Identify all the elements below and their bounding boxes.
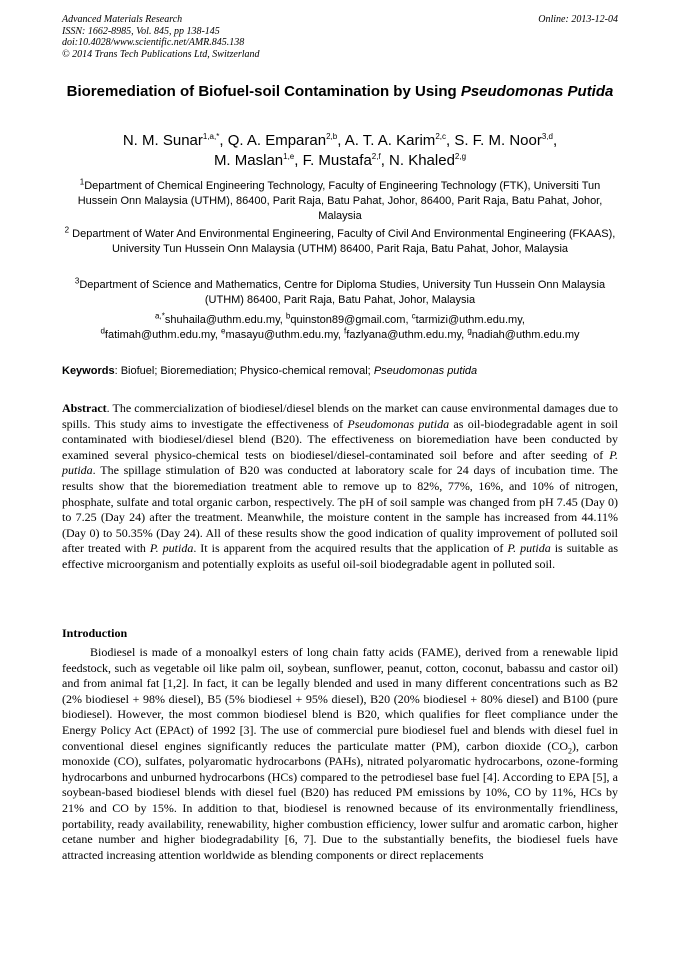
- intro-text: Biodiesel is made of a monoalkyl esters of long chain fatty acids (FAME), derived from a renewable lipid feedstock, such as vegetable oil like palm oil, soybean, sunflower, peanut, cotton, coconut, babassu and castor oil) and from animal fat [1,2]. In fact, it can be legally blended and used in many different concentrations such as B2 (2% biodiesel + 98% diesel), B5 (5% biodiesel + 95% diesel), B20 (20% biodiesel + 80% diesel) and B100 (pure biodiesel). However, the most common biodiesel blend is B20, which qualifies for fleet compliance under the Energy Policy Act (EPAct) of 1992 [3]. The use of commercial pure biodiesel fuel and blends with diesel fuel in conventional diesel engines significantly reduces the particulate matter (PM), carbon dioxide (CO: [62, 645, 618, 753]
- species-name: P. putida: [149, 541, 194, 556]
- title-italic: Pseudomonas Putida: [460, 83, 614, 100]
- email-address: fatimah@uthm.edu.my,: [104, 329, 218, 341]
- author-name: N. M. Sunar: [122, 132, 203, 149]
- email-line-2: [60, 328, 620, 343]
- affiliation-number: 1: [79, 177, 85, 187]
- species-name: P. putida: [507, 541, 551, 556]
- copyright: © 2014 Trans Tech Publications Ltd, Switzerland: [62, 48, 260, 60]
- author-name: M. Maslan: [213, 152, 284, 169]
- author-list: [62, 131, 618, 171]
- email-address: masayu@uthm.edu.my,: [225, 329, 341, 341]
- author-affiliation-mark: 2,g: [454, 152, 467, 161]
- author-affiliation-mark: 2,b: [326, 132, 338, 141]
- affiliation-number: 2: [64, 225, 70, 235]
- journal-name: Advanced Materials Research: [62, 14, 183, 25]
- affiliation-text: Department of Chemical Engineering Technology, Faculty of Engineering Technology (FTK), Universiti Tun Hussein Onn Malaysia (UTHM), 86400, Parit Raja, Batu Pahat, Johor, 86400, Parit Raja, Batu Pahat, Johor, Malaysia: [77, 180, 603, 222]
- affiliation-1: [62, 179, 618, 224]
- abstract-text: . The commercialization of biodiesel/diesel blends on the market can cause environmental damages due to spills. This study aims to investigate the effectiveness of: [62, 401, 618, 431]
- issn: ISSN: 1662-8985, Vol. 845, pp 138-145: [62, 25, 220, 37]
- author-affiliation-mark: 3,d: [541, 132, 553, 141]
- affiliation-3: [62, 278, 618, 308]
- email-address: nadiah@uthm.edu.my: [471, 329, 580, 341]
- author-separator: ,: [294, 152, 303, 169]
- abstract-text: as oil-biodegradable agent in soil contaminated with biodiesel/diesel blend (B20). The effectiveness on bioremediation have been conducted by examined several physico-chemical tests on biodiesel/diesel-contaminated soil before and after seeding of: [62, 416, 618, 462]
- author-emails: [60, 313, 620, 343]
- author-line-2: [62, 151, 618, 171]
- author-name: N. Khaled: [389, 152, 455, 169]
- email-line-1: [60, 313, 620, 328]
- author-name: A. T. A. Karim: [344, 132, 436, 149]
- email-mark: b: [285, 311, 291, 321]
- title-main: Bioremediation of Biofuel-soil Contamination by Using: [66, 83, 461, 100]
- keywords-italic: Pseudomonas putida: [373, 365, 478, 377]
- affiliation-2: [62, 227, 618, 257]
- doi: doi:10.4028/www.scientific.net/AMR.845.138: [62, 37, 245, 48]
- keywords-text: : Biofuel; Bioremediation; Physico-chemical removal;: [114, 365, 374, 377]
- intro-text: ), carbon monoxide (CO), sulfates, polyaromatic hydrocarbons (PAHs), nitrated polyaromatic hydrocarbons, ozone-forming hydrocarbons and unburned hydrocarbons (HCs) compared to the petrodiesel base fuel [4]. According to EPA [5], a soybean-based biodiesel blends with diesel fuel (B20) has reduced PM emissions by 10%, CO by 11%, HCs by 21% and CO by 15%. In addition to that, biodiesel is renowned because of its environmentally friendliness, portability, ready availability, renewability, higher combustion efficiency, lower sulfur and aromatic carbon, higher cetane number and higher biodegradability [6, 7]. Due to the substantially benefits, the biodiesel fuels have attracted increasing attention worldwide as blending components or direct replacements: [62, 738, 618, 862]
- author-separator: ,: [445, 132, 455, 149]
- abstract-label: Abstract: [62, 401, 107, 415]
- author-name: Q. A. Emparan: [227, 132, 327, 149]
- email-mark: c: [411, 311, 416, 321]
- email-address: fazlyana@uthm.edu.my,: [346, 329, 465, 341]
- species-name: P. putida: [62, 447, 618, 478]
- paper-title: [62, 80, 618, 104]
- email-mark: d: [100, 326, 105, 336]
- author-separator: ,: [337, 132, 345, 149]
- author-separator: ,: [380, 152, 390, 169]
- email-mark: a,*: [155, 311, 165, 321]
- author-affiliation-mark: 2,f: [371, 152, 381, 161]
- author-separator: ,: [552, 132, 558, 149]
- author-affiliation-mark: 1,e: [283, 152, 295, 161]
- email-mark: e: [221, 326, 226, 336]
- email-address: quinston89@gmail.com,: [290, 314, 409, 326]
- abstract-text: . The spillage stimulation of B20 was conducted at laboratory scale for 24 days of incubation time. The results show that the bioremediation treatment able to remove up to 82%, 77%, 16%, and 10% of nitrogen, phosphate, sulfate and total organic carbon, respectively. The pH of soil sample was changed from pH 7.45 (Day 0) to 7.25 (Day 24) after the treatment. Meanwhile, the moisture content in the sample has increased from 44.11% (Day 0) to 50.35% (Day 24). All of these results show the good indication of quality improvement of polluted soil after treated with: [62, 463, 618, 556]
- author-separator: ,: [219, 132, 228, 149]
- author-affiliation-mark: 1,a,*: [202, 132, 220, 141]
- abstract-text: is suitable as effective microorganism and potentially exploits as useful oil-soil biodegradable agent in polluted soil.: [62, 541, 619, 571]
- journal-header: [62, 14, 618, 60]
- author-affiliation-mark: 2,c: [435, 132, 446, 141]
- introduction-paragraph: [62, 645, 618, 863]
- subscript: 2: [568, 745, 573, 755]
- section-heading-introduction: Introduction: [62, 626, 128, 640]
- keywords: [62, 364, 618, 379]
- affiliation-number: 3: [74, 276, 80, 286]
- online-date: Online: 2013-12-04: [538, 14, 618, 25]
- email-mark: f: [344, 326, 347, 336]
- author-name: S. F. M. Noor: [454, 132, 542, 149]
- email-mark: g: [467, 326, 472, 336]
- email-address: shuhaila@uthm.edu.my,: [164, 314, 283, 326]
- affiliation-text: Department of Science and Mathematics, Centre for Diploma Studies, University Tun Hussein Onn Malaysia (UTHM) 86400, Parit Raja, Batu Pahat, Johor, Malaysia: [79, 279, 606, 306]
- affiliation-text: Department of Water And Environmental Engineering, Faculty of Civil And Environmental Engineering (FKAAS), University Tun Hussein Onn Malaysia (UTHM) 86400, Parit Raja, Batu Pahat, Johor, Malaysia: [69, 228, 616, 255]
- author-name: F. Mustafa: [302, 152, 372, 169]
- email-address: tarmizi@uthm.edu.my,: [415, 314, 525, 326]
- abstract-text: . It is apparent from the acquired results that the application of: [193, 541, 508, 556]
- abstract: [62, 401, 618, 573]
- author-line-1: [62, 131, 618, 151]
- species-name: Pseudomonas putida: [347, 416, 450, 431]
- keywords-label: Keywords: [62, 365, 115, 377]
